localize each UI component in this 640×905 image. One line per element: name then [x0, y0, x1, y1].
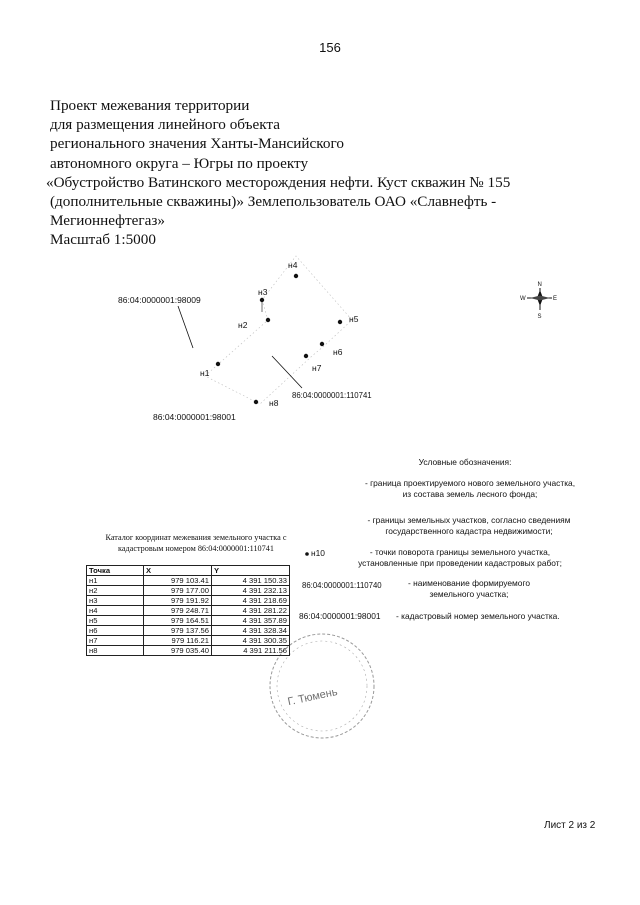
point-n7-marker: [304, 354, 308, 358]
legend-text: - кадастровый номер земельного участка.: [396, 611, 560, 621]
point-n6-marker: [320, 342, 324, 346]
table-cell: 4 391 218.69: [212, 596, 290, 606]
table-row: [87, 586, 290, 596]
table-cell: 4 391 328.34: [212, 626, 290, 636]
leader-98009: [178, 306, 193, 348]
table-cell: 979 103.41: [144, 576, 212, 586]
table-cell: 4 391 300.35: [212, 636, 290, 646]
table-row: [87, 636, 290, 646]
compass-n: N: [537, 282, 542, 288]
title-line: (дополнительные скважины)» Землепользователь ОАО «Славнефть -: [50, 193, 497, 211]
table-cell: 979 164.51: [144, 616, 212, 626]
header-cell: Точка: [87, 566, 144, 576]
legend-item: [396, 611, 560, 622]
legend-symbol: 86:04:0000001:110740: [302, 581, 382, 590]
table-cell: н2: [87, 586, 144, 596]
legend-item: [394, 578, 544, 600]
table-cell: н7: [87, 636, 144, 646]
point-n1-marker: [216, 362, 220, 366]
table-cell: 979 177.00: [144, 586, 212, 596]
compass-w: W: [520, 296, 526, 302]
point-n8-marker: [254, 400, 258, 404]
leader-110741: [272, 356, 302, 388]
table-cell: 979 191.92: [144, 596, 212, 606]
legend-text: - наименование формируемого: [408, 578, 530, 588]
title-line: для размещения линейного объекта: [50, 116, 280, 134]
point-label-n3: н3: [258, 287, 268, 297]
table-cell: 979 116.21: [144, 636, 212, 646]
catalog-caption-line: Каталог координат межевания земельного участка с: [105, 533, 287, 542]
table-cell: 4 391 357.89: [212, 616, 290, 626]
table-cell: н8: [87, 646, 144, 656]
parcel-label-98009: 86:04:0000001:98009: [118, 295, 201, 305]
table-cell: н5: [87, 616, 144, 626]
table-cell: 4 391 150.33: [212, 576, 290, 586]
legend-item: [338, 515, 600, 537]
table-row: [87, 616, 290, 626]
legend-item: [340, 478, 600, 500]
point-n5-marker: [338, 320, 342, 324]
legend-text: установленные при проведении кадастровых работ;: [358, 558, 562, 568]
catalog-caption: [78, 533, 314, 554]
page-number: 156: [319, 40, 341, 55]
point-n4-marker: [294, 274, 298, 278]
header-cell: X: [144, 566, 212, 576]
compass-s: S: [537, 314, 542, 320]
title-line: Проект межевания территории: [50, 97, 250, 114]
point-label-n1: н1: [200, 368, 210, 378]
table-cell: н1: [87, 576, 144, 586]
title-line: автономного округа – Югры по проекту: [50, 154, 309, 172]
legend-text: земельного участка;: [429, 589, 509, 599]
parcel-label-98001: 86:04:0000001:98001: [153, 412, 236, 422]
coordinates-table: [86, 565, 290, 656]
table-row: [87, 596, 290, 606]
parcel-label-110741: 86:04:0000001:110741: [292, 391, 372, 400]
legend-title: Условные обозначения:: [418, 457, 512, 467]
table-cell: 4 391 232.13: [212, 586, 290, 596]
scale-label: Масштаб 1:5000: [50, 231, 156, 249]
stamp-text: Г. Тюмень: [286, 685, 339, 709]
table-cell: н3: [87, 596, 144, 606]
point-label-n6: н6: [333, 347, 343, 357]
parcel-boundary: [205, 256, 352, 404]
point-label-n2: н2: [238, 320, 248, 330]
legend-text: из состава земель лесного фонда;: [402, 489, 538, 499]
table-cell: 979 035.40: [144, 646, 212, 656]
compass-e: E: [553, 296, 558, 302]
table-row: [87, 576, 290, 586]
table-cell: 979 248.71: [144, 606, 212, 616]
legend-symbol: н10: [311, 548, 325, 558]
title-line: «Обустройство Ватинского месторождения нефти. Куст скважин № 155: [46, 173, 511, 191]
compass-rose-icon: [520, 282, 557, 320]
legend-text: государственного кадастра недвижимости;: [385, 526, 553, 536]
legend-text: - граница проектируемого нового земельного участка,: [364, 478, 576, 488]
legend-text: - точки поворота границы земельного участка,: [369, 547, 551, 557]
sheet-number: Лист 2 из 2: [544, 820, 596, 831]
header-cell: Y: [212, 566, 290, 576]
point-label-n4: н4: [288, 260, 298, 270]
table-cell: 4 391 211.56: [212, 646, 290, 656]
table-cell: 4 391 281.22: [212, 606, 290, 616]
table-cell: н4: [87, 606, 144, 616]
legend-text: - границы земельных участков, согласно сведениям: [367, 515, 571, 525]
point-label-n7: н7: [312, 363, 322, 373]
table-row: [87, 606, 290, 616]
table-cell: н6: [87, 626, 144, 636]
catalog-caption-line: кадастровым номером 86:04:0000001:110741: [118, 543, 274, 553]
point-label-n5: н5: [349, 314, 359, 324]
legend-symbol: 86:04:0000001:98001: [299, 611, 381, 621]
table-cell: 979 137.56: [144, 626, 212, 636]
table-row: [87, 646, 290, 656]
point-n2-marker: [266, 318, 270, 322]
point-markers: [216, 274, 342, 404]
table-header-row: [87, 566, 290, 576]
title-line: регионального значения Ханты-Мансийского: [50, 135, 344, 153]
legend-item: [334, 547, 586, 569]
table-row: [87, 626, 290, 636]
point-label-n8: н8: [269, 398, 279, 408]
title-line: Мегионнефтегаз»: [50, 212, 165, 230]
